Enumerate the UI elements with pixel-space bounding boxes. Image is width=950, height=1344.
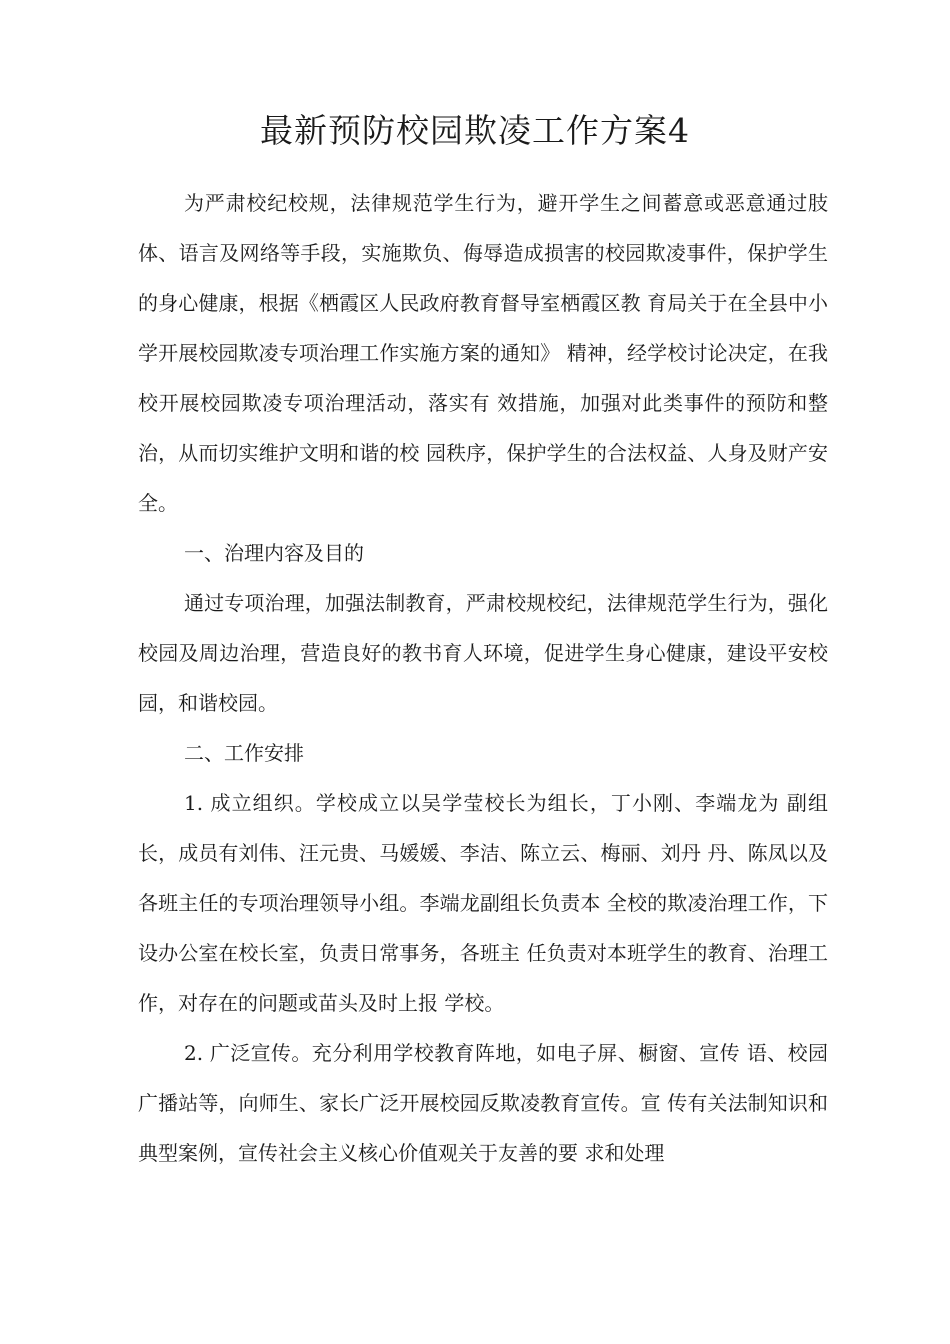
intro-paragraph: 为严肃校纪校规，法律规范学生行为，避开学生之间蓄意或恶意通过肢体、语言及网络等手段，实施欺负、侮辱造成损害的校园欺凌事件，保护学生的身心健康，根据《栖霞区人民政府教育督导室栖霞区教 育局关于在全县中小学开展校园欺凌专项治理工作实施方案的通知》 精神，经学校讨论决定，在我校开展校园欺凌专项治理活动，落实有 效措施，加强对此类事件的预防和整治，从而切实维护文明和谐的校 园秩序，保护学生的合法权益、人身及财产安全。 (138, 191, 828, 515)
document-title: 最新预防校园欺凌工作方案4 (260, 111, 690, 150)
section-heading-1: 一、治理内容及目的 (184, 541, 364, 565)
item-1-paragraph: 1. 成立组织。学校成立以吴学莹校长为组长，丁小刚、李端龙为 副组长，成员有刘伟、汪元贵、马媛媛、李洁、陈立云、梅丽、刘丹 丹、陈凤以及各班主任的专项治理领导小组。李端龙副组长负责本 全校的欺凌治理工作，下设办公室在校长室，负责日常事务，各班主 任负责对本班学生的教育、治理工作，对存在的问题或苗头及时上报 学校。 (138, 791, 828, 1015)
item-2-paragraph: 2. 广泛宣传。充分利用学校教育阵地，如电子屏、橱窗、宣传 语、校园广播站等，向师生、家长广泛开展校园反欺凌教育宣传。宣 传有关法制知识和典型案例，宣传社会主义核心价值观关于友善的要 求和处理 (138, 1041, 828, 1165)
document-body (138, 178, 828, 1178)
section-1-paragraph: 通过专项治理，加强法制教育，严肃校规校纪，法律规范学生行为，强化校园及周边治理，营造良好的教书育人环境，促进学生身心健康，建设平安校园，和谐校园。 (138, 591, 828, 715)
section-heading-2: 二、工作安排 (184, 741, 304, 765)
